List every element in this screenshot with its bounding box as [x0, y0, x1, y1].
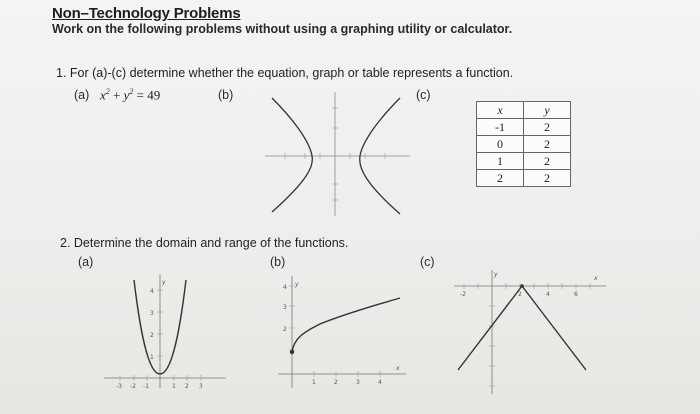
- x-axis-label: x: [396, 365, 400, 372]
- x-tick-label: 2: [518, 291, 522, 298]
- x-tick-label: 3: [356, 379, 360, 386]
- y-tick-label: 4: [150, 288, 154, 295]
- equation-exponent: 2: [129, 87, 134, 96]
- y-axis-label: y: [494, 271, 498, 278]
- table-cell: 2: [524, 153, 571, 170]
- table-cell: 2: [524, 170, 571, 187]
- x-tick-label: 4: [378, 379, 382, 386]
- equation-plus: +: [109, 87, 124, 103]
- y-tick-label: 3: [283, 304, 287, 311]
- x-tick-label: -1: [143, 383, 149, 390]
- problem-2a-label: (a): [78, 255, 94, 269]
- y-tick-label: 2: [283, 326, 287, 333]
- x-tick-label: 2: [334, 379, 338, 386]
- table-row: [477, 153, 571, 170]
- page-title: Non–Technology Problems: [52, 5, 241, 22]
- table-cell: 1: [477, 153, 524, 170]
- start-point: [290, 350, 294, 354]
- problem-2c-graph: [446, 266, 610, 400]
- sqrt-curve: [292, 298, 400, 352]
- table-cell: -1: [477, 119, 524, 136]
- vertex-point: [520, 284, 524, 288]
- problem-2-prompt: 2. Determine the domain and range of the functions.: [60, 236, 349, 250]
- problem-1a-equation: [100, 87, 160, 103]
- table-row: [477, 136, 571, 153]
- y-axis-label: y: [295, 281, 299, 288]
- problem-2a-graph: [100, 270, 230, 392]
- problem-2b-graph: [270, 272, 410, 394]
- table-header-y: y: [524, 102, 571, 119]
- table-row: [477, 119, 571, 136]
- equation-term-x: x: [100, 87, 106, 103]
- table-cell: 2: [477, 170, 524, 187]
- problem-1b-label: (b): [218, 88, 234, 102]
- left-curve: [272, 98, 312, 212]
- problem-2b-label: (b): [270, 255, 286, 269]
- x-tick-label: 1: [172, 383, 176, 390]
- y-tick-label: 4: [283, 284, 287, 291]
- table-header-row: [477, 102, 571, 119]
- inverted-v-graph: [458, 286, 586, 370]
- x-axis-label: x: [594, 275, 598, 282]
- table-cell: 2: [524, 136, 571, 153]
- problem-1b-graph: [250, 88, 420, 218]
- x-tick-label: 1: [312, 379, 316, 386]
- y-tick-label: 1: [150, 354, 154, 361]
- y-axis-label: y: [162, 279, 166, 286]
- table-header-x: x: [477, 102, 524, 119]
- equation-rest: = 49: [133, 87, 161, 103]
- equation-exponent: 2: [105, 87, 110, 96]
- x-tick-label: -3: [116, 383, 122, 390]
- x-tick-label: 2: [185, 383, 189, 390]
- table-row: [477, 170, 571, 187]
- problem-1-prompt: 1. For (a)-(c) determine whether the equation, graph or table represents a function.: [56, 66, 514, 80]
- x-tick-label: 4: [546, 291, 550, 298]
- problem-1a-label: (a): [74, 88, 90, 102]
- table-cell: 2: [524, 119, 571, 136]
- equation-term-y: y: [123, 87, 130, 103]
- x-tick-label: 6: [574, 291, 578, 298]
- x-tick-label: -2: [460, 291, 466, 298]
- y-tick-label: 2: [150, 332, 154, 339]
- table-cell: 0: [477, 136, 524, 153]
- instructions: Work on the following problems without using a graphing utility or calculator.: [52, 22, 513, 36]
- y-tick-label: 3: [150, 310, 154, 317]
- x-tick-label: -2: [130, 383, 136, 390]
- problem-1c-label: (c): [416, 88, 431, 102]
- problem-2c-label: (c): [420, 255, 435, 269]
- x-tick-label: 3: [199, 383, 203, 390]
- problem-1c-table: [476, 101, 571, 187]
